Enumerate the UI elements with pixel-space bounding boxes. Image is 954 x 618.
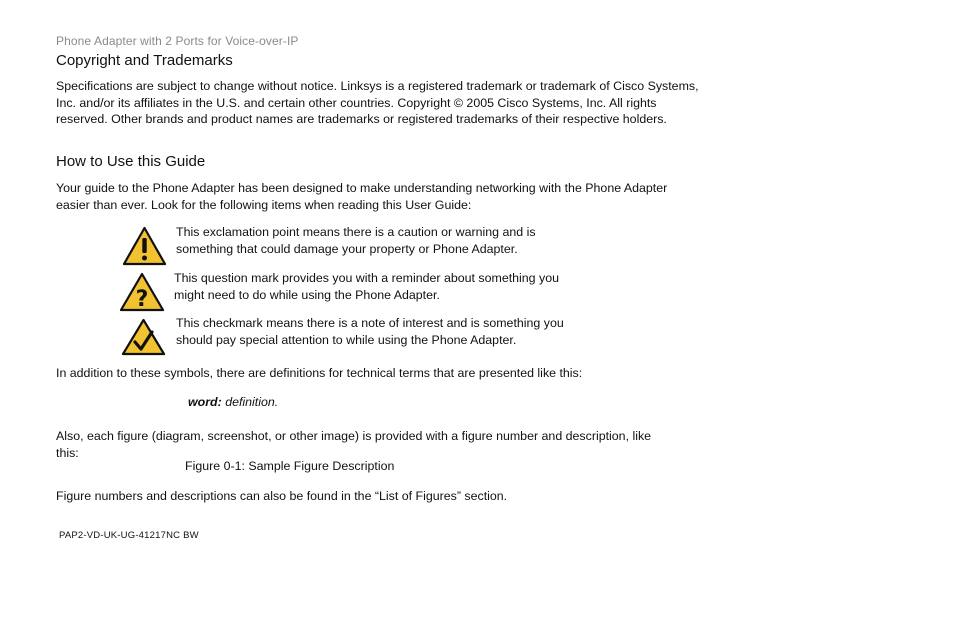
guide-intro-line: Your guide to the Phone Adapter has been designed to make understanding networking with the Phone Adapter bbox=[56, 181, 668, 195]
note-line: This checkmark means there is a note of interest and is something you bbox=[176, 316, 564, 330]
definition-term: word: bbox=[188, 395, 222, 409]
svg-text:?: ? bbox=[135, 287, 149, 312]
guide-intro-line: easier than ever. Look for the following items when reading this User Guide: bbox=[56, 197, 472, 212]
definition-text: definition. bbox=[225, 395, 279, 409]
note-line: should pay special attention to while using the Phone Adapter. bbox=[176, 333, 517, 347]
figure-paragraph bbox=[56, 428, 651, 461]
figure-caption: Figure 0-1: Sample Figure Description bbox=[185, 459, 395, 473]
guide-intro-paragraph bbox=[56, 180, 667, 213]
copyright-heading: Copyright and Trademarks bbox=[56, 52, 233, 69]
figure-list-paragraph: Figure numbers and descriptions can also be found in the “List of Figures” section. bbox=[56, 489, 508, 503]
note-exclamation-text bbox=[176, 224, 536, 258]
note-checkmark-text bbox=[176, 315, 564, 349]
note-line: might need to do while using the Phone Adapter. bbox=[174, 288, 440, 302]
copyright-line: Specifications are subject to change without notice. Linksys is a registered trademark or trademark of Cisco Systems, bbox=[56, 79, 699, 93]
copyright-paragraph bbox=[56, 78, 699, 128]
copyright-line: Inc. and/or its affiliates in the U.S. and certain other countries. Copyright © 2005 Cisco Systems, Inc. All rights bbox=[56, 95, 657, 110]
figure-line: this: bbox=[56, 445, 79, 460]
exclamation-warning-icon bbox=[122, 226, 167, 266]
definition-example bbox=[188, 395, 278, 409]
checkmark-icon bbox=[121, 318, 166, 356]
question-mark-icon bbox=[119, 272, 165, 312]
note-line: This question mark provides you with a reminder about something you bbox=[174, 271, 559, 285]
note-line: something that could damage your property or Phone Adapter. bbox=[176, 242, 518, 256]
guide-heading: How to Use this Guide bbox=[56, 153, 206, 170]
document-code: PAP2-VD-UK-UG-41217NC BW bbox=[59, 530, 199, 541]
note-line: This exclamation point means there is a caution or warning and is bbox=[176, 225, 536, 239]
symbols-paragraph: In addition to these symbols, there are definitions for technical terms that are presented like this: bbox=[56, 366, 583, 380]
copyright-line: reserved. Other brands and product names are trademarks or registered trademarks of their respective holders. bbox=[56, 112, 667, 126]
document-header-title: Phone Adapter with 2 Ports for Voice-over-IP bbox=[56, 34, 299, 48]
note-question-text bbox=[174, 270, 559, 304]
figure-line: Also, each figure (diagram, screenshot, or other image) is provided with a figure number and description, like bbox=[56, 429, 652, 443]
